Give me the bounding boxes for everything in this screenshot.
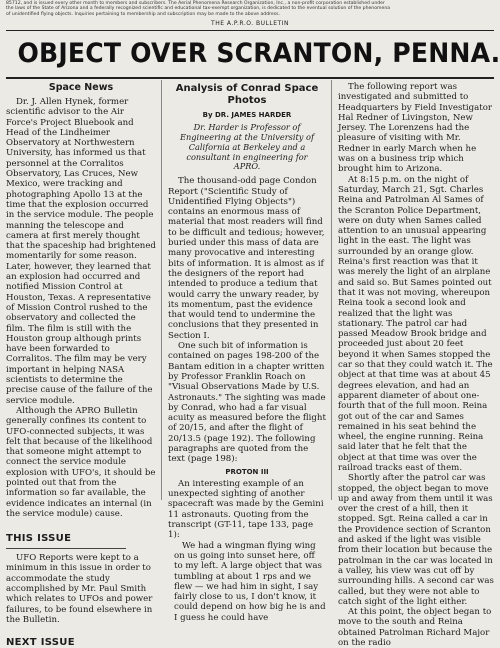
right-column [338, 82, 494, 648]
this-issue-title: THIS ISSUE [6, 533, 72, 545]
paragraph: Dr. J. Allen Hynek, former scientific advisor to the Air Force's Project Bluebook and Head of the Lindheimer Observatory at Northwestern University, has informed us that personnel at the Corralitos Observatory, Las Cruces, New Mexico, were tracking and photographing Apollo 13 at the time that the explosion occurred in the service module. The people manning the telescope and camera at first merely thought that the spaceship had brightened momentarily for some reason. Later, however, they learned that an explosion had occurred and notified Mission Control at Houston, Texas. A representative of Mission Control rushed to the observatory and collected the film. The film is still with the Houston group although prints have been forwarded to Corralitos. The film may be very important in helping NASA scientists to determine the precise cause of the failure of the service module. [6, 97, 156, 406]
masthead-info [6, 1, 494, 17]
page-headline: OBJECT OVER SCRANTON, PENNA. [17, 38, 500, 69]
masthead-line: of unidentified flying objects. Inquiries pertaining to membership and subscription may be made to the above address. [6, 11, 280, 17]
paragraph: The following report was investigated and submitted to Headquarters by Field Investigator Hal Redner of Livingston, New Jersey. The Lorenzens had the pleasure of visiting with Mr. Redner in early March when he was on a business trip which brought him to Arizona. [338, 82, 492, 175]
bulletin-name: THE A.P.R.O. BULLETIN [211, 20, 289, 27]
author-bio: Dr. Harder is Professor of Engineering at the University of California at Berkeley and a consultant in engineering for APRO. [180, 122, 314, 172]
header-rule-bottom [6, 77, 494, 79]
divider [6, 548, 126, 549]
paragraph: One such bit of information is contained on pages 198-200 of the Bantam edition in a chapter written by Professor Franklin Roach on "Visual Observations Made by U.S. Astronauts." The sighting was made by Conrad, who had a far visual acuity as measured before the flight of 20/15, and after the flight of 20/13.5 (page 192). The following paragraphs are quoted from the text (page 198): [168, 341, 326, 465]
column-divider [331, 80, 332, 500]
masthead-line: 85712, and is issued every other month to members and subscribers. The Aerial Phenomena Research Organization, Inc., a non-profit corporation established under [6, 1, 385, 6]
paragraph: UFO Reports were kept to a minimum in this issue in order to accommodate the study accomplished by Mr. Paul Smith which relates to UFOs and power failures, to be found elsewhere in the Bulletin. [6, 553, 153, 625]
masthead-line: the laws of the State of Arizona and a federally recognized scientific and educational tax-exempt organization, is dedicated to the eventual solution of the phenomena [6, 6, 391, 12]
paragraph: Shortly after the patrol car was stopped, the object began to move up and away from them until it was over the crest of a hill, then it stopped. Sgt. Reina called a car in the Providence section of Scranton and asked if the light was visible from their location but because the patrolman in the car was located in a valley, his view was cut off by surrounding hills. A second car was called, but they were not able to catch sight of the light either. [338, 473, 494, 607]
column-divider [161, 80, 162, 500]
article-title: Analysis of Conrad Space Photos [175, 83, 319, 106]
paragraph: An interesting example of an unexpected sighting of another spacecraft was made by the Gemini 11 astronauts. Quoting from the transcript (GT-11, tape 133, page 1): [168, 478, 324, 541]
transcript-quote [174, 541, 326, 623]
header-rule-top [6, 30, 494, 31]
space-news-title: Space News [48, 82, 114, 93]
byline: By DR. JAMES HARDER [202, 111, 292, 119]
paragraph: At this point, the object began to move to the south and Reina obtained Patrolman Richard Major on the radio [338, 607, 492, 648]
middle-column [168, 82, 326, 623]
next-issue-title: NEXT ISSUE [6, 637, 75, 648]
left-column [6, 82, 156, 648]
paragraph: At 8:15 p.m. on the night of Saturday, March 21, Sgt. Charles Reina and Patrolman Al Sames of the Scranton Police Department, were on duty when Sames called attention to an unusual appearing light in the east. The light was surrounded by an orange glow. Reina's first reaction was that it was merely the light of an airplane and said so. But Sames pointed out that it was not moving, whereupon Reina took a second look and realized that the light was stationary. The patrol car had passed Meadow Brook bridge and proceeded just about 20 feet beyond it when Sames stopped the car so that they could watch it. The object at that time was at about 45 degrees elevation, and had an apparent diameter of about one-fourth that of the full moon. Reina got out of the car and Sames remained in his seat behind the wheel, the engine running. Reina said later that he felt that the object at that time was over the railroad tracks east of them. [338, 174, 493, 473]
quote-paragraph: We had a wingman flying wing on us going into sunset here, off to my left. A large object that was tumbling at about 1 rps and we flew — we had him in sight, I say fairly close to us, I don't know, it could depend on how big he is and I guess he could have [174, 540, 326, 623]
paragraph: The thousand-odd page Condon Report ("Scientific Study of Unidentified Flying Objects") contains an enormous mass of material that most readers will find to be difficult and tedious; however, buried under this mass of data are many provocative and interesting bits of information. It is almost as if the designers of the report had intended to produce a tedium that would carry the unwary reader, by its momentum, past the evidence that would tend to undermine the conclusions that they presented in Section I. [168, 176, 325, 341]
subhead: PROTON III [225, 467, 269, 476]
paragraph: Although the APRO Bulletin generally confines its content to UFO-connected subjects, it was felt that because of the likelihood that someone might attempt to connect the service module explosion with UFO's, it should be pointed out that from the information so far available, the evidence indicates an internal (in the service module) cause. [6, 405, 156, 519]
